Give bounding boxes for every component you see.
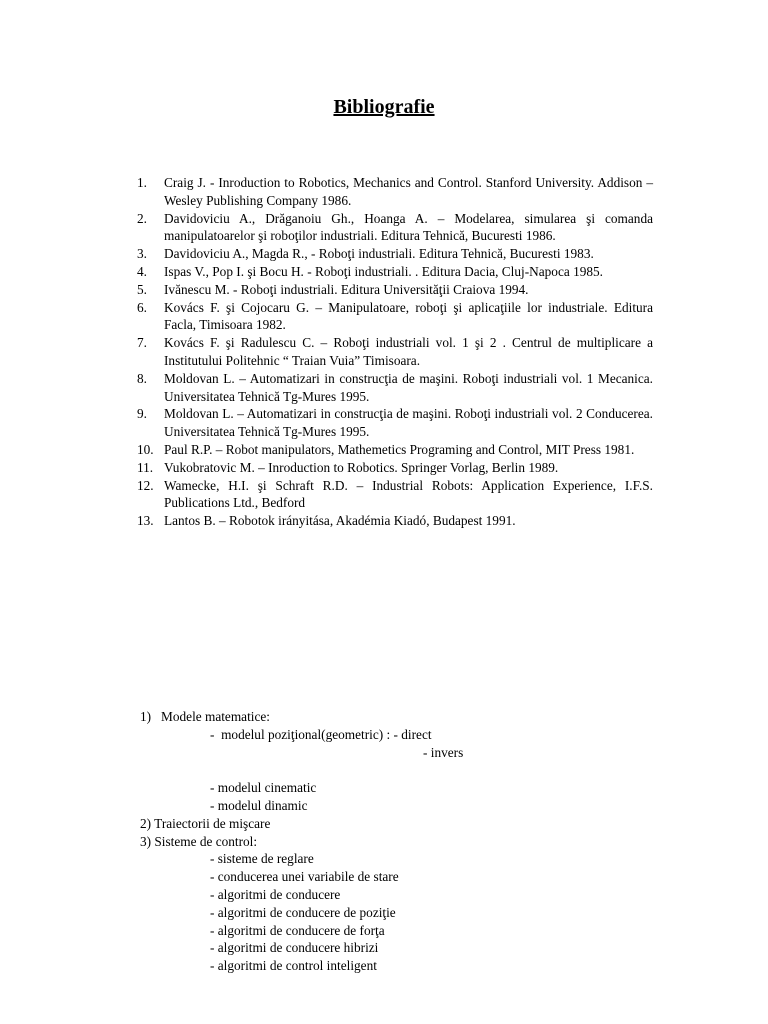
item-number: 4. (137, 263, 147, 279)
item-text: Lantos B. – Robotok irányitása, Akadémia Kiadó, Budapest 1991. (164, 513, 516, 529)
item-text: Kovács F. şi Cojocaru G. – Manipulatoare, roboţi şi aplicaţiile lor industriale. Editura Facla, Timisoara 1982. (164, 299, 653, 333)
bibliography-item (137, 441, 653, 459)
bibliography-item (137, 477, 653, 513)
outline-line: - sisteme de reglare (210, 851, 314, 867)
item-text: Ivănescu M. - Roboţi industriali. Editura Universităţii Craiova 1994. (164, 281, 529, 297)
course-outline (140, 708, 640, 975)
item-text: Moldovan L. – Automatizari in construcţia de maşini. Roboţi industriali vol. 1 Mecanica. Universitatea Tehnică Tg-Mures 1995. (164, 370, 653, 404)
bibliography-item (137, 405, 653, 441)
item-text: Kovács F. şi Radulescu C. – Roboţi industriali vol. 1 şi 2 . Centrul de multiplicare a Institutului Politehnic “ Traian Vuia” Timisoara. (164, 335, 653, 368)
outline-line: 2) Traiectorii de mişcare (140, 815, 271, 831)
outline-line: - algoritmi de conducere de poziţie (210, 904, 396, 920)
item-number: 7. (137, 335, 147, 351)
item-text: Moldovan L. – Automatizari in construcţia de maşini. Roboţi industriali vol. 2 Conducerea. Universitatea Tehnică Tg-Mures 1995. (164, 406, 653, 440)
outline-line: - modelul dinamic (210, 797, 308, 813)
item-number: 6. (137, 299, 147, 315)
bibliography-item (137, 174, 653, 210)
item-text: Wamecke, H.I. şi Schraft R.D. – Industrial Robots: Application Experience, I.F.S. Publications Ltd., Bedford (164, 477, 653, 511)
blank-line (140, 761, 640, 779)
bibliography-item (137, 370, 653, 406)
outline-line: - algoritmi de conducere (210, 886, 341, 902)
outline-line: - invers (423, 744, 464, 760)
item-number: 8. (137, 370, 147, 386)
bibliography-item (137, 210, 653, 246)
outline-line: - modelul poziţional(geometric) : - direct (210, 726, 432, 742)
bibliography-item (137, 512, 653, 530)
outline-line: - conducerea unei variabile de stare (210, 869, 399, 885)
item-text: Ispas V., Pop I. şi Bocu H. - Roboţi industriali. . Editura Dacia, Cluj-Napoca 1985. (164, 263, 603, 279)
item-number: 13. (137, 513, 154, 529)
item-number: 1. (137, 175, 147, 190)
bibliography-item (137, 245, 653, 263)
outline-line: - algoritmi de conducere hibrizi (210, 940, 379, 956)
item-text: Vukobratovic M. – Inroduction to Robotics. Springer Vorlag, Berlin 1989. (164, 459, 559, 475)
item-text: Craig J. - Inroduction to Robotics, Mechanics and Control. Stanford University. Addison – Wesley Publishing Company 1986. (164, 175, 653, 208)
item-number: 3. (137, 246, 147, 262)
bibliography-item (137, 459, 653, 477)
page-title: Bibliografie (333, 96, 435, 118)
item-number: 10. (137, 441, 154, 457)
item-text: Davidoviciu A., Drăganoiu Gh., Hoanga A. – Modelarea, simularea şi comanda manipulatoarelor şi roboţilor industriali. Editura Tehnică, Bucuresti 1986. (164, 210, 653, 244)
item-text: Paul R.P. – Robot manipulators, Mathemetics Programing and Control, MIT Press 1981. (164, 441, 635, 457)
bibliography-item (137, 299, 653, 335)
bibliography-item (137, 281, 653, 299)
bibliography-item (137, 263, 653, 281)
bibliography-item (137, 334, 653, 370)
item-number: 5. (137, 281, 147, 297)
item-number: 9. (137, 406, 147, 422)
bibliography-list (137, 174, 653, 530)
outline-line: 3) Sisteme de control: (140, 833, 258, 849)
outline-line: 1) Modele matematice: (140, 709, 270, 724)
item-number: 12. (137, 477, 154, 493)
outline-line: - algoritmi de conducere de forţa (210, 922, 385, 938)
item-number: 2. (137, 210, 147, 226)
outline-line: - modelul cinematic (210, 780, 317, 796)
item-number: 11. (137, 459, 154, 475)
outline-line: - algoritmi de control inteligent (210, 958, 377, 974)
item-text: Davidoviciu A., Magda R., - Roboţi industriali. Editura Tehnică, Bucuresti 1983. (164, 246, 594, 262)
